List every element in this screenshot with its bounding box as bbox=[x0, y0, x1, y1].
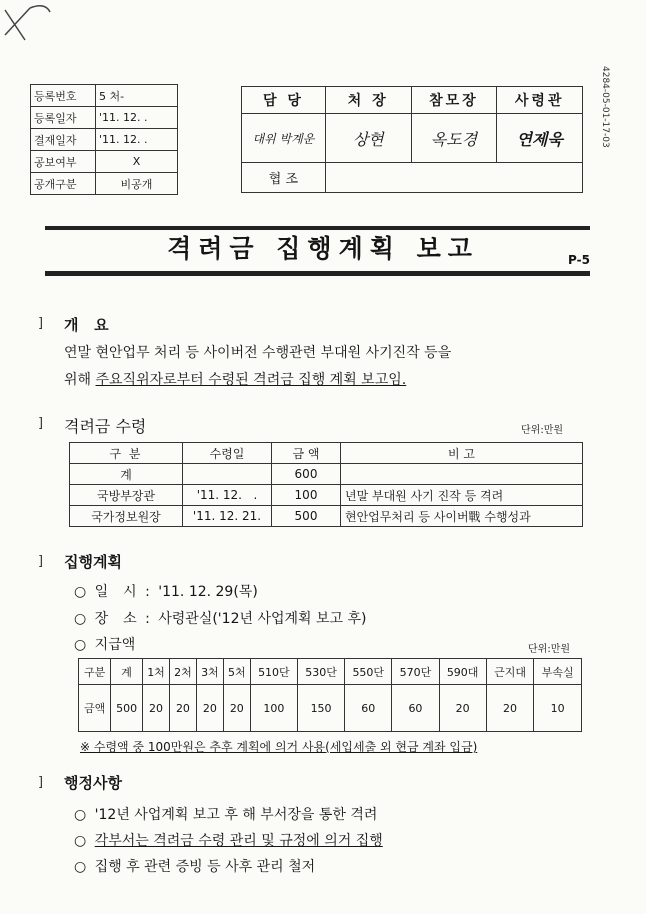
approval-table bbox=[241, 86, 583, 193]
cell bbox=[341, 464, 583, 485]
table-header-row bbox=[70, 443, 583, 464]
meta-value: 비공개 bbox=[96, 173, 178, 195]
payment-header-cell: 530단 bbox=[297, 659, 344, 685]
meta-row bbox=[31, 151, 178, 173]
payment-value-cell: 60 bbox=[345, 685, 392, 732]
bullet-circle: ○ bbox=[74, 584, 87, 600]
payment-value-cell: 10 bbox=[534, 685, 582, 732]
signature: 상현 bbox=[325, 114, 411, 163]
meta-value: X bbox=[96, 151, 178, 173]
section-marker: ] bbox=[38, 775, 44, 790]
side-code: 4284-05-01-17-03 bbox=[600, 66, 610, 148]
cooperation-cell bbox=[325, 163, 582, 193]
corner-scribble bbox=[0, 0, 60, 50]
column-header: 비 고 bbox=[341, 443, 583, 464]
overview-line bbox=[64, 367, 406, 394]
meta-label: 등록번호 bbox=[31, 85, 96, 107]
payment-value-cell: 20 bbox=[439, 685, 486, 732]
payment-value-cell: 20 bbox=[196, 685, 223, 732]
meta-row bbox=[31, 85, 178, 107]
unit-label: 단위:만원 bbox=[528, 644, 571, 655]
admin-text: 집행 후 관련 증빙 등 사후 관리 철저 bbox=[94, 859, 316, 875]
cooperation-label: 협 조 bbox=[242, 163, 326, 193]
cell bbox=[183, 464, 272, 485]
meta-row bbox=[31, 107, 178, 129]
unit-label: 단위:만원 bbox=[521, 425, 564, 436]
cell: 500 bbox=[272, 506, 341, 527]
bullet-circle: ○ bbox=[74, 807, 87, 823]
cell: 600 bbox=[272, 464, 341, 485]
cell: 계 bbox=[70, 464, 183, 485]
payment-value-cell: 20 bbox=[223, 685, 250, 732]
meta-label: 공개구분 bbox=[31, 173, 96, 195]
payment-header-cell: 550단 bbox=[345, 659, 392, 685]
payment-value-cell: 20 bbox=[143, 685, 170, 732]
meta-label: 공보여부 bbox=[31, 151, 96, 173]
payment-value-cell: 100 bbox=[250, 685, 297, 732]
meta-value: '11. 12. . bbox=[96, 129, 178, 151]
payment-header-cell: 510단 bbox=[250, 659, 297, 685]
section-heading: 집행계획 bbox=[64, 553, 122, 571]
payment-header-cell: 3처 bbox=[196, 659, 223, 685]
plan-item bbox=[74, 608, 366, 628]
document-metadata-table bbox=[30, 84, 178, 195]
plan-label: 장 소 : bbox=[94, 611, 159, 627]
section-marker: ] bbox=[38, 316, 44, 331]
meta-value: 5 처- bbox=[96, 85, 178, 107]
cell: '11. 12. 21. bbox=[183, 506, 272, 527]
payment-value-cell: 20 bbox=[486, 685, 534, 732]
grant-receipt-table bbox=[69, 442, 583, 527]
section-marker: ] bbox=[38, 416, 44, 431]
bullet-circle: ○ bbox=[74, 833, 87, 849]
payment-value-cell: 금액 bbox=[79, 685, 111, 732]
admin-item bbox=[74, 804, 377, 824]
payment-header-cell: 570단 bbox=[392, 659, 439, 685]
overview-text: 위해 bbox=[64, 372, 96, 388]
payment-header-row bbox=[79, 659, 582, 685]
section-heading: 격려금 수령 bbox=[64, 417, 147, 436]
meta-label: 결재일자 bbox=[31, 129, 96, 151]
payment-value-cell: 60 bbox=[392, 685, 439, 732]
payment-header-cell: 2처 bbox=[169, 659, 196, 685]
payment-table bbox=[78, 658, 582, 732]
cell: 국가정보원장 bbox=[70, 506, 183, 527]
approval-header: 참모장 bbox=[411, 87, 497, 114]
signature: 옥도경 bbox=[411, 114, 497, 163]
payment-header-cell: 계 bbox=[111, 659, 143, 685]
plan-value: '11. 12. 29(목) bbox=[158, 584, 258, 600]
approval-header: 사령관 bbox=[497, 87, 583, 114]
payment-header-cell: 구분 bbox=[79, 659, 111, 685]
section-heading: 행정사항 bbox=[64, 774, 122, 792]
bullet-circle: ○ bbox=[74, 859, 87, 875]
table-row bbox=[70, 506, 583, 527]
payment-value-cell: 500 bbox=[111, 685, 143, 732]
column-header: 수령일 bbox=[183, 443, 272, 464]
section-marker: ] bbox=[38, 554, 44, 569]
payment-header-cell: 1처 bbox=[143, 659, 170, 685]
payment-value-row bbox=[79, 685, 582, 732]
meta-value: '11. 12. . bbox=[96, 107, 178, 129]
payment-header-cell: 590대 bbox=[439, 659, 486, 685]
overview-line: 연말 현안업무 처리 등 사이버전 수행관련 부대원 사기진작 등을 bbox=[64, 345, 452, 361]
admin-text: 각부서는 격려금 수령 관리 및 규정에 의거 집행 bbox=[94, 833, 383, 849]
admin-text: '12년 사업계획 보고 후 해 부서장을 통한 격려 bbox=[94, 807, 378, 823]
cell: 국방부장관 bbox=[70, 485, 183, 506]
title-rule-bottom bbox=[45, 271, 590, 276]
meta-row bbox=[31, 173, 178, 195]
column-header: 금 액 bbox=[272, 443, 341, 464]
page-title: 격려금 집행계획 보고 bbox=[167, 234, 479, 263]
cell: '11. 12. . bbox=[183, 485, 272, 506]
footnote: ※ 수령액 중 100만원은 추후 계획에 의거 사용(세입세출 외 현금 계좌 입금) bbox=[80, 740, 478, 754]
overview-underlined-text: 주요직위자로부터 수령된 격려금 집행 계획 보고임. bbox=[95, 372, 407, 388]
plan-label: 일 시 : bbox=[94, 584, 159, 600]
payment-header-cell: 부속실 bbox=[534, 659, 582, 685]
signature: 대위 박계운 bbox=[242, 114, 326, 163]
admin-item bbox=[74, 830, 383, 850]
table-row bbox=[70, 464, 583, 485]
approval-header: 처 장 bbox=[325, 87, 411, 114]
meta-label: 등록일자 bbox=[31, 107, 96, 129]
section-heading: 개 요 bbox=[64, 316, 109, 334]
table-row bbox=[70, 485, 583, 506]
bullet-circle: ○ bbox=[74, 611, 87, 627]
payment-header-cell: 근지대 bbox=[486, 659, 534, 685]
payment-header-cell: 5처 bbox=[223, 659, 250, 685]
bullet-circle: ○ bbox=[74, 637, 87, 653]
column-header: 구 분 bbox=[70, 443, 183, 464]
page-number: P-5 bbox=[568, 253, 590, 267]
admin-item bbox=[74, 856, 315, 876]
plan-item bbox=[74, 581, 258, 601]
plan-label: 지급액 bbox=[94, 637, 136, 653]
plan-value: 사령관실('12년 사업계획 보고 후) bbox=[158, 611, 367, 627]
payment-value-cell: 20 bbox=[169, 685, 196, 732]
approval-header: 담 당 bbox=[242, 87, 326, 114]
cell: 현안업무처리 등 사이버戰 수행성과 bbox=[341, 506, 583, 527]
meta-row bbox=[31, 129, 178, 151]
cell: 년말 부대원 사기 진작 등 격려 bbox=[341, 485, 583, 506]
signature: 연제욱 bbox=[497, 114, 583, 163]
cell: 100 bbox=[272, 485, 341, 506]
payment-value-cell: 150 bbox=[297, 685, 344, 732]
plan-item bbox=[74, 634, 135, 654]
